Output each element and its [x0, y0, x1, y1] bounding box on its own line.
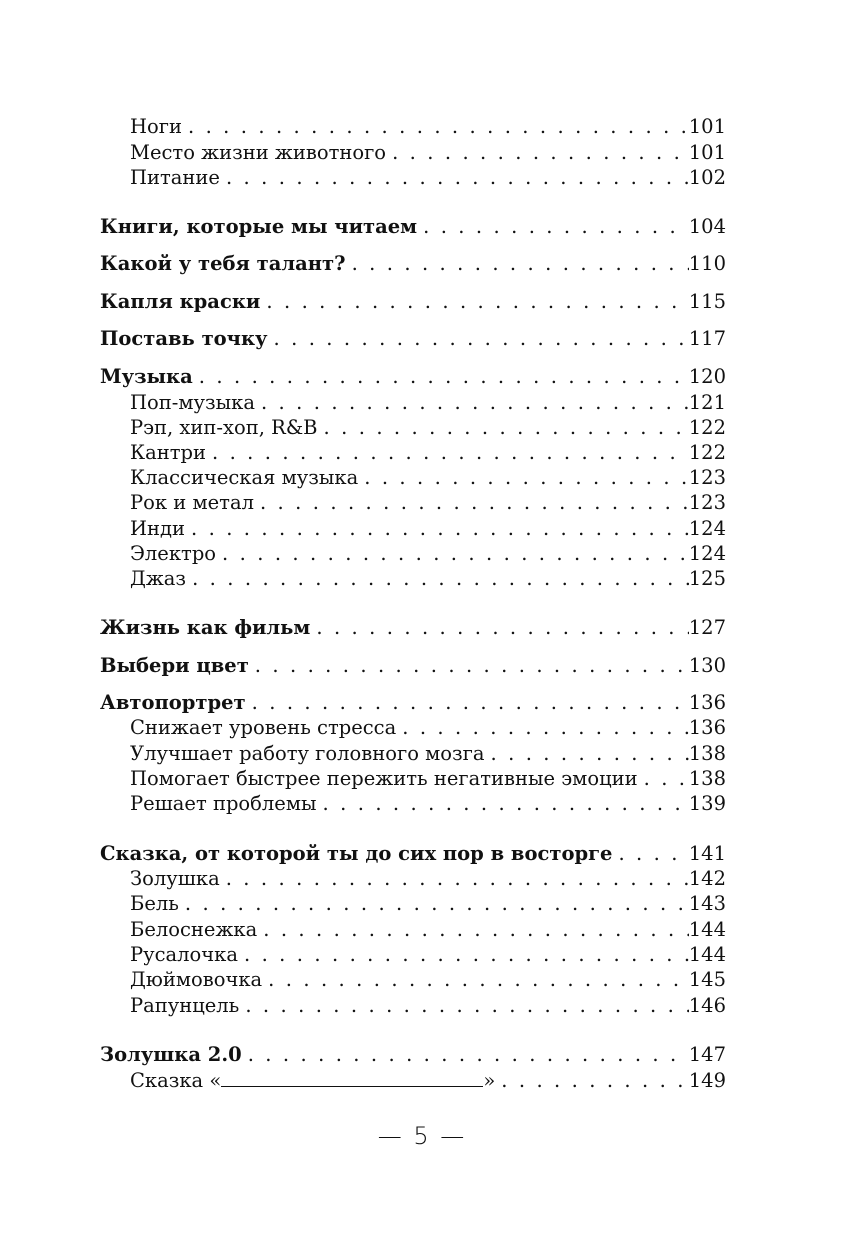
leader-dots	[249, 653, 689, 679]
toc-chapter-page: 130	[688, 654, 726, 677]
toc-entry	[130, 866, 726, 892]
leader-dots	[216, 541, 689, 567]
leader-dots	[358, 465, 689, 491]
toc-entry	[130, 942, 726, 968]
toc-entry-title: Кантри	[130, 441, 206, 464]
leader-dots	[262, 967, 689, 993]
toc-chapter-page: 120	[688, 365, 726, 388]
title-suffix: »	[483, 1069, 496, 1092]
toc-entry-page: 101	[688, 141, 726, 164]
toc-entry-title: Электро	[130, 542, 217, 565]
leader-dots	[417, 214, 689, 240]
leader-dots	[386, 140, 689, 166]
toc-chapter-title: Книги, которые мы читаем	[100, 215, 418, 238]
toc-entry-title: Снижает уровень стресса	[130, 716, 397, 739]
toc-chapter-title: Жизнь как фильм	[100, 616, 311, 639]
toc-entry	[130, 566, 726, 592]
toc-chapter	[100, 615, 726, 641]
toc-entry-page: 125	[688, 567, 726, 590]
title-prefix: Сказка «	[130, 1069, 222, 1092]
toc-entry	[130, 541, 726, 567]
leader-dots	[182, 114, 689, 140]
toc-chapter-title: Какой у тебя талант?	[100, 252, 346, 275]
leader-dots	[612, 841, 688, 867]
toc-entry	[130, 140, 726, 166]
toc-chapter	[100, 326, 726, 352]
toc-entry-page: 122	[688, 441, 726, 464]
toc-entry-page: 144	[688, 918, 726, 941]
toc-chapter	[100, 1042, 726, 1068]
toc-entry-title: Золушка	[130, 867, 220, 890]
toc-entry	[130, 390, 726, 416]
toc-entry-page: 138	[688, 742, 726, 765]
toc-chapter-title: Автопортрет	[100, 691, 246, 714]
toc-entry-title: Рэп, хип-хоп, R&B	[130, 416, 318, 439]
toc-entry	[130, 114, 726, 140]
leader-dots	[193, 364, 689, 390]
toc-entry	[130, 967, 726, 993]
toc-chapter	[100, 364, 726, 390]
toc-chapter-page: 104	[688, 215, 726, 238]
toc-chapter-page: 115	[688, 290, 726, 313]
toc-entry	[130, 715, 726, 741]
leader-dots	[220, 866, 689, 892]
toc-entry-title: Бель	[130, 892, 179, 915]
toc-entry-title: Русалочка	[130, 943, 238, 966]
toc-entry-page: 145	[688, 968, 726, 991]
toc-entry	[130, 490, 726, 516]
toc-chapter-page: 110	[688, 252, 726, 275]
leader-dots	[346, 251, 689, 277]
leader-dots	[242, 1042, 689, 1068]
fill-in-blank-line	[221, 1068, 483, 1087]
toc-chapter	[100, 214, 726, 240]
leader-dots	[179, 891, 689, 917]
toc-entry-page: 136	[688, 716, 726, 739]
toc-entry-title: Место жизни животного	[130, 141, 387, 164]
leader-dots	[254, 490, 689, 516]
toc-entry-page: 138	[688, 767, 726, 790]
toc-chapter-title: Поставь точку	[100, 327, 268, 350]
leader-dots	[238, 942, 689, 968]
leader-dots	[485, 741, 689, 767]
leader-dots	[260, 289, 688, 315]
leader-dots	[206, 440, 689, 466]
toc-chapter-page: 127	[688, 616, 726, 639]
toc-entry	[130, 440, 726, 466]
leader-dots	[239, 993, 688, 1019]
toc-entry-page: 122	[688, 416, 726, 439]
toc-entry-page: 149	[688, 1069, 726, 1092]
toc-entry-page: 123	[688, 491, 726, 514]
toc-entry-page: 102	[688, 166, 726, 189]
toc-entry-page: 142	[688, 867, 726, 890]
toc-entry	[130, 917, 726, 943]
toc-entry	[130, 993, 726, 1019]
toc-entry-page: 144	[688, 943, 726, 966]
toc-entry-title: Классическая музыка	[130, 466, 359, 489]
toc-entry	[130, 165, 726, 191]
toc-chapter	[100, 251, 726, 277]
toc-entry	[130, 516, 726, 542]
leader-dots	[246, 690, 689, 716]
toc-entry-title: Инди	[130, 517, 186, 540]
toc-chapter-title: Музыка	[100, 365, 193, 388]
toc-entry-title: Решает проблемы	[130, 792, 317, 815]
toc-entry	[130, 415, 726, 441]
toc-chapter-page: 136	[688, 691, 726, 714]
toc-entry-page: 143	[688, 892, 726, 915]
leader-dots	[317, 791, 689, 817]
toc-entry-title: Помогает быстрее пережить негативные эмоции	[130, 767, 638, 790]
toc-entry-title: Джаз	[130, 567, 187, 590]
leader-dots	[638, 766, 689, 792]
toc-entry-page: 124	[688, 542, 726, 565]
toc-chapter	[100, 653, 726, 679]
toc-entry-title: Поп-музыка	[130, 391, 255, 414]
toc-entry-page: 139	[688, 792, 726, 815]
toc-chapter-title: Выбери цвет	[100, 654, 249, 677]
toc-entry	[130, 766, 726, 792]
leader-dots	[255, 390, 689, 416]
page-number: — 5 —	[377, 1122, 467, 1150]
toc-entry-title: Рапунцель	[130, 994, 240, 1017]
toc-chapter-title: Золушка 2.0	[100, 1043, 242, 1066]
leader-dots	[318, 415, 689, 441]
leader-dots	[257, 917, 689, 943]
toc-entry-page: 121	[688, 391, 726, 414]
toc-chapter-page: 141	[688, 842, 726, 865]
toc-chapter-title: Капля краски	[100, 290, 261, 313]
leader-dots	[396, 715, 689, 741]
toc-entry-page: 146	[688, 994, 726, 1017]
leader-dots	[186, 566, 689, 592]
toc-entry-title: Ноги	[130, 115, 182, 138]
leader-dots	[310, 615, 688, 641]
toc-chapter-page: 147	[688, 1043, 726, 1066]
toc-chapter-title: Сказка, от которой ты до сих пор в восторге	[100, 842, 613, 865]
toc-entry	[130, 1068, 726, 1094]
leader-dots	[220, 165, 689, 191]
toc-entry-title: Дюймовочка	[130, 968, 263, 991]
toc-entry-title: Рок и метал	[130, 491, 254, 514]
leader-dots	[185, 516, 689, 542]
leader-dots	[268, 326, 689, 352]
toc-entry	[130, 891, 726, 917]
toc-entry	[130, 741, 726, 767]
toc-entry-page: 123	[688, 466, 726, 489]
toc-chapter-page: 117	[688, 327, 726, 350]
toc-chapter	[100, 690, 726, 716]
toc-entry	[130, 465, 726, 491]
toc-entry	[130, 791, 726, 817]
toc-entry-page: 124	[688, 517, 726, 540]
toc-chapter	[100, 841, 726, 867]
toc-entry-title: Белоснежка	[130, 918, 258, 941]
toc-entry-title: Питание	[130, 166, 220, 189]
toc-entry-page: 101	[688, 115, 726, 138]
toc-entry-title: Улучшает работу головного мозга	[130, 742, 485, 765]
leader-dots	[495, 1068, 689, 1094]
toc-entry-title	[130, 1068, 495, 1094]
toc-chapter	[100, 289, 726, 315]
